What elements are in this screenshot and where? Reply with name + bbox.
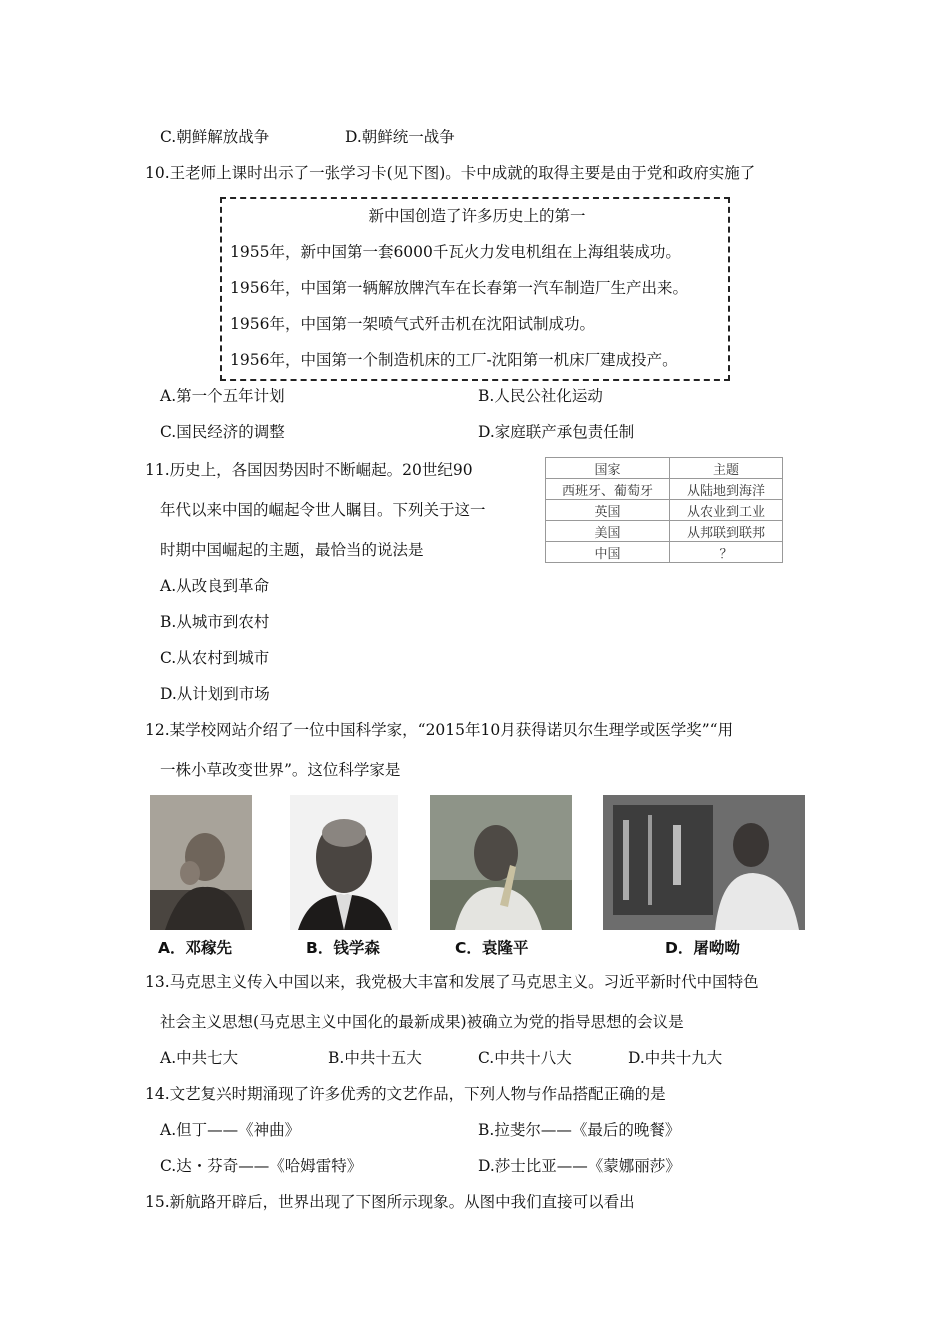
q12-caption-a: A．邓稼先 (158, 939, 232, 957)
q12-stem-line-2: 一株小草改变世界”。这位科学家是 (160, 761, 401, 779)
q13-option-c: C.中共十八大 (478, 1049, 572, 1067)
table-row (546, 542, 783, 563)
q14-option-a: A.但丁——《神曲》 (160, 1121, 301, 1139)
study-card-line-3: 1956年，中国第一架喷气式歼击机在沈阳试制成功。 (230, 315, 595, 333)
q14-option-c: C.达・芬奇——《哈姆雷特》 (160, 1157, 363, 1175)
q11-option-d: D.从计划到市场 (160, 685, 270, 703)
q9-option-c: C.朝鲜解放战争 (160, 128, 270, 146)
q12-stem-line-1: 12.某学校网站介绍了一位中国科学家，“2015年10月获得诺贝尔生理学或医学奖”“用 (145, 721, 734, 739)
table-cell: 美国 (546, 521, 670, 542)
study-card-line-4: 1956年，中国第一个制造机床的工厂-沈阳第一机床厂建成投产。 (230, 351, 678, 369)
q12-caption-d: D．屠呦呦 (665, 939, 740, 957)
q11-option-b: B.从城市到农村 (160, 613, 270, 631)
table-header-country: 国家 (546, 458, 670, 479)
q14-option-b: B.拉斐尔——《最后的晚餐》 (478, 1121, 681, 1139)
q15-stem: 15.新航路开辟后，世界出现了下图所示现象。从图中我们直接可以看出 (145, 1193, 635, 1211)
q12-caption-c: C．袁隆平 (455, 939, 529, 957)
table-cell: 从陆地到海洋 (670, 479, 783, 500)
rise-theme-table (545, 457, 783, 563)
study-card (220, 197, 730, 381)
q9-option-d: D.朝鲜统一战争 (345, 128, 455, 146)
q10-option-d: D.家庭联产承包责任制 (478, 423, 635, 441)
photo-deng-jiaxian (150, 795, 252, 930)
q10-stem: 10.王老师上课时出示了一张学习卡(见下图)。卡中成就的取得主要是由于党和政府实施了 (145, 164, 756, 182)
table-cell: 中国 (546, 542, 670, 563)
q11-stem-line-1: 11.历史上，各国因势因时不断崛起。20世纪90 (145, 461, 473, 479)
table-row (546, 521, 783, 542)
q13-stem-line-2: 社会主义思想(马克思主义中国化的最新成果)被确立为党的指导思想的会议是 (160, 1013, 684, 1031)
study-card-title: 新中国创造了许多历史上的第一 (368, 207, 586, 225)
table-cell: 从邦联到联邦 (670, 521, 783, 542)
photo-tu-youyou (603, 795, 805, 930)
table-cell: ？ (670, 542, 783, 563)
table-row (546, 479, 783, 500)
q13-option-b: B.中共十五大 (328, 1049, 422, 1067)
q14-option-d: D.莎士比亚——《蒙娜丽莎》 (478, 1157, 681, 1175)
table-cell: 从农业到工业 (670, 500, 783, 521)
q11-option-c: C.从农村到城市 (160, 649, 270, 667)
q14-stem: 14.文艺复兴时期涌现了许多优秀的文艺作品，下列人物与作品搭配正确的是 (145, 1085, 666, 1103)
q11-option-a: A.从改良到革命 (160, 577, 270, 595)
q11-stem-line-3: 时期中国崛起的主题，最恰当的说法是 (160, 541, 424, 559)
q10-option-c: C.国民经济的调整 (160, 423, 285, 441)
table-cell: 西班牙、葡萄牙 (546, 479, 670, 500)
table-header-theme: 主题 (670, 458, 783, 479)
q10-option-b: B.人民公社化运动 (478, 387, 603, 405)
table-row (546, 458, 783, 479)
study-card-line-2: 1956年，中国第一辆解放牌汽车在长春第一汽车制造厂生产出来。 (230, 279, 688, 297)
table-row (546, 500, 783, 521)
q13-stem-line-1: 13.马克思主义传入中国以来，我党极大丰富和发展了马克思主义。习近平新时代中国特色 (145, 973, 759, 991)
photo-qian-xuesen (290, 795, 398, 930)
q12-caption-b: B．钱学森 (306, 939, 380, 957)
q11-stem-line-2: 年代以来中国的崛起令世人瞩目。下列关于这一 (160, 501, 486, 519)
q13-option-a: A.中共七大 (160, 1049, 239, 1067)
photo-yuan-longping (430, 795, 572, 930)
q10-option-a: A.第一个五年计划 (160, 387, 285, 405)
study-card-line-1: 1955年，新中国第一套6000千瓦火力发电机组在上海组装成功。 (230, 243, 681, 261)
table-cell: 英国 (546, 500, 670, 521)
q13-option-d: D.中共十九大 (628, 1049, 723, 1067)
